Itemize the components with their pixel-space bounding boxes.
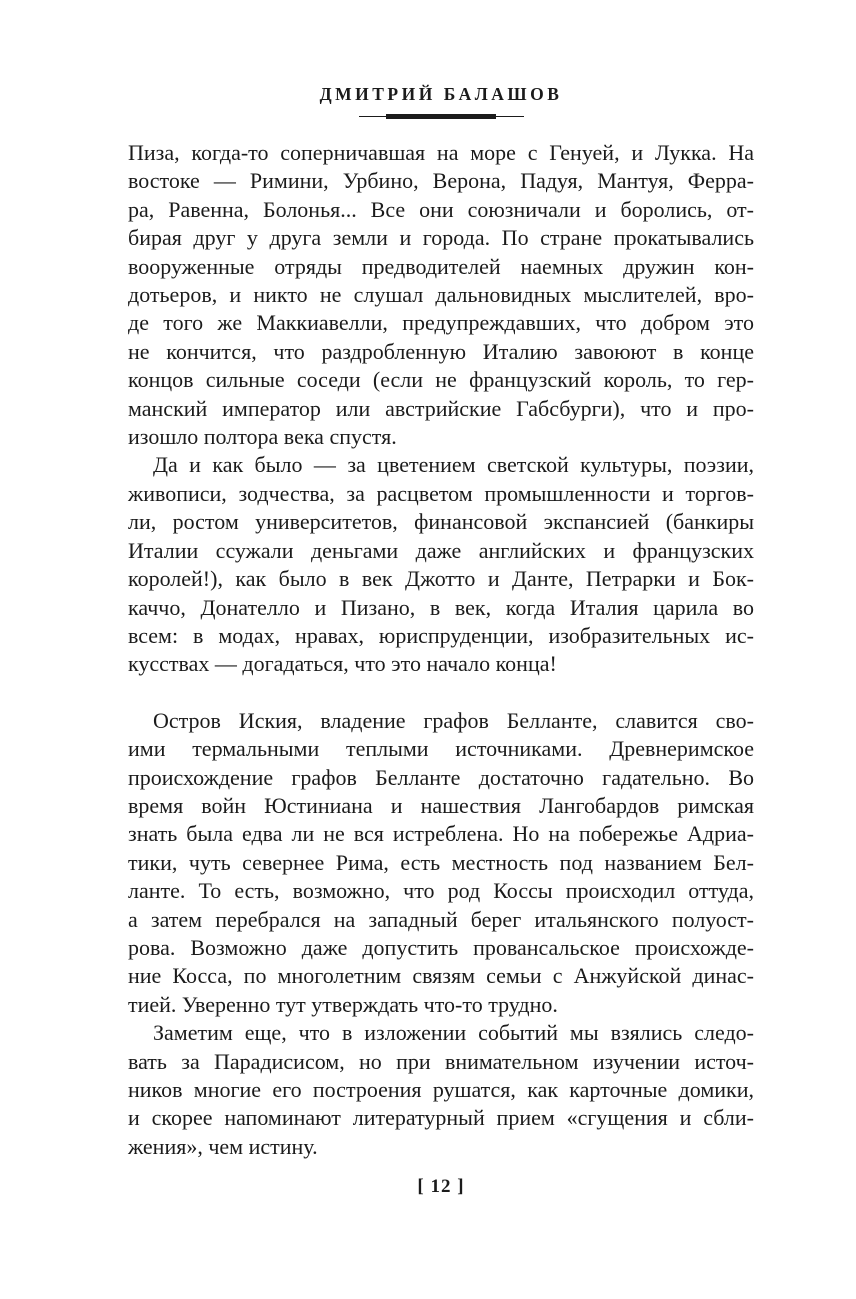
text-line: жения», чем истину. [128,1133,318,1159]
author-name: ДМИТРИЙ БАЛАШОВ [319,84,563,104]
paragraph [128,139,754,451]
page-number: [ 12 ] [417,1176,465,1198]
text-line: изошло полтора века спустя. [128,424,397,450]
paragraph [128,451,754,678]
text-line: происхождение графов Белланте достаточно гадательно. Во [128,764,754,790]
text-line: всем: в модах, нравах, юриспруденции, изобразительных ис- [128,622,754,648]
text-line: рова. Возможно даже допустить провансальское происхожде- [128,934,754,960]
text-line: ние Косса, по многолетним связям семьи с Анжуйской динас- [128,963,754,989]
text-line: ими термальными теплыми источниками. Древнеримское [128,736,754,762]
paragraph [128,707,754,1019]
text-line: Италии ссужали деньгами даже английских и французских [128,537,754,563]
text-line: Остров Иския, владение графов Белланте, славится сво- [153,707,754,733]
text-line: концов сильные соседи (если не французский король, то гер- [128,367,754,393]
text-line: вать за Парадисисом, но при внимательном изучении источ- [128,1048,754,1074]
text-line: дотьеров, и никто не слушал дальновидных мыслителей, вро- [128,282,754,308]
text-line: кусствах — догадаться, что это начало конца! [128,651,557,677]
text-line: Заметим еще, что в изложении событий мы взялись следо- [153,1020,754,1046]
text-line: тией. Уверенно тут утверждать что-то трудно. [128,991,558,1017]
paragraph [128,1019,754,1161]
text-line: манский император или австрийские Габсбурги), что и про- [128,395,754,421]
page-body [128,139,754,1161]
text-line: каччо, Донателло и Пизано, в век, когда Италия царила во [128,594,754,620]
text-line: востоке — Римини, Урбино, Верона, Падуя, Мантуя, Ферра- [128,168,754,194]
header-divider [359,114,524,119]
text-line: ников многие его построения рушатся, как карточные домики, [128,1077,754,1102]
text-line: живописи, зодчества, за расцветом промышленности и торгов- [128,480,754,506]
text-line: ли, ростом университетов, финансовой экспансией (банкиры [128,509,754,535]
book-header [128,84,754,119]
text-line: королей!), как было в век Джотто и Данте, Петрарки и Бок- [128,566,754,592]
text-line: не кончится, что раздробленную Италию завоюют в конце [128,338,754,364]
text-line: Да и как было — за цветением светской культуры, поэзии, [153,452,754,478]
text-line: ра, Равенна, Болонья... Все они союзничали и боролись, от- [128,196,754,222]
text-line: знать была едва ли не вся истреблена. Но на побережье Адриа- [128,821,754,847]
text-line: вооруженные отряды предводителей наемных дружин кон- [128,253,754,279]
divider-thick-rule [386,114,496,118]
text-line: а затем перебрался на западный берег итальянского полуост- [128,906,754,932]
text-line: де того же Маккиавелли, предупреждавших, что добром это [128,310,754,336]
text-line: время войн Юстиниана и нашествия Лангобардов римская [128,792,754,818]
text-line: ланте. То есть, возможно, что род Коссы происходил оттуда, [128,878,754,904]
text-line: бирая друг у друга земли и города. По стране прокатывались [128,225,754,251]
text-line: и скорее напоминают литературный прием «сгущения и сбли- [128,1105,754,1131]
text-line: тики, чуть севернее Рима, есть местность под названием Бел- [128,849,754,875]
text-line: Пиза, когда-то соперничавшая на море с Генуей, и Лукка. На [128,140,754,165]
